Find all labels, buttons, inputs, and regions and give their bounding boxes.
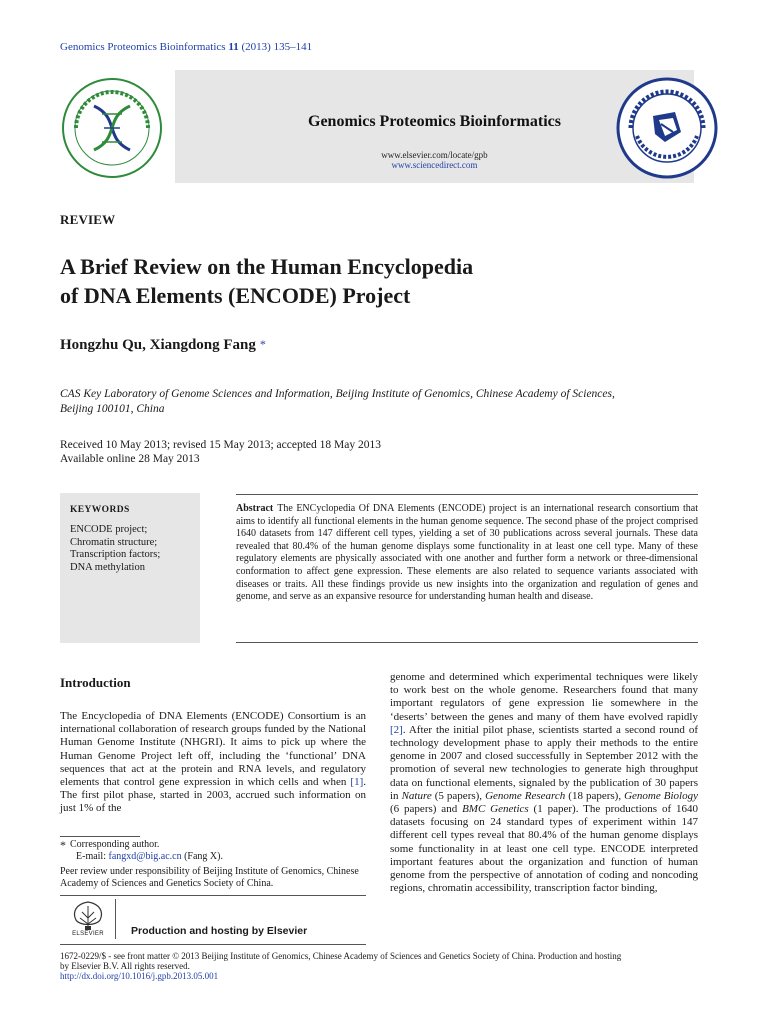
society-logo-left [60, 76, 164, 180]
elsevier-production-text: Production and hosting by Elsevier [131, 925, 308, 937]
body-column-left: The Encyclopedia of DNA Elements (ENCODE) Consortium is an international collaboration of research groups funded by the National Human Genome Institute (NHGRI). It aims to pick up where the Human Genome Project left off, including the ‘functional’ DNA sequences that act at the protein and RNA levels, and regulatory elements that control gene expression in which cells and when [1]. The first pilot phase, started in 2003, accrued such information on just 1% of the [60, 710, 366, 815]
abstract-label: Abstract [236, 503, 274, 514]
body-column-right: genome and determined which experimental techniques were likely to work best on the whole genome. Researchers found that many important regulators of gene expression lie somewhere in the ‘deserts’ between the genes and many of them have evolved rapidly [2]. After the initial pilot phase, scientists started a second round of technology development phase to apply their methods to the entire genome in 2007 and closed successfully in September 2012 with the promotion of several new technologies to generate high throughput data on functional elements, signaled by the publication of 30 papers in Nature (5 papers), Genome Research (18 papers), Genome Biology (6 papers) and BMC Genetics (1 paper). The productions of 1640 datasets focusing on 24 standard types of experiment within 147 different cell types reveal that 80.4% of the human genome displays some functionality in at least one cell type. ENCODE interpreted important features about the organization and function of human genome from the perspective of annotation of coding and noncoding regions, chromatin accessibility, transcription factor binding, [390, 671, 698, 895]
article-title: A Brief Review on the Human Encyclopedia of DNA Elements (ENCODE) Project [60, 254, 474, 308]
society-logo-right [615, 76, 719, 180]
masthead-journal-title: Genomics Proteomics Bioinformatics [308, 113, 561, 130]
reference-link-2[interactable]: [2] [390, 723, 403, 736]
email-link[interactable]: fangxd@big.ac.cn [108, 851, 182, 862]
keyword-item: DNA methylation [70, 561, 145, 573]
journal-citation[interactable]: Genomics Proteomics Bioinformatics 11 (2013) 135–141 [60, 41, 313, 53]
corresponding-author-mark[interactable]: * [259, 337, 266, 351]
masthead-url-elsevier[interactable]: www.elsevier.com/locate/gpb [381, 150, 488, 160]
elsevier-logo-text: ELSEVIER [72, 931, 104, 937]
keyword-item: ENCODE project; [70, 524, 148, 535]
section-heading-introduction: Introduction [60, 675, 131, 690]
article-type: REVIEW [60, 212, 116, 227]
article-history: Received 10 May 2013; revised 15 May 2013; accepted 18 May 2013 Available online 28 May 2013 [60, 439, 381, 465]
masthead-url-sciencedirect[interactable]: www.sciencedirect.com [391, 160, 478, 170]
reference-link-1[interactable]: [1] [350, 776, 364, 789]
peer-review-note: Peer review under responsibility of Beijing Institute of Genomics, Chinese Academy of Sciences and Genetics Society of China. [60, 866, 359, 889]
keyword-item: Transcription factors; [70, 549, 161, 560]
abstract [236, 503, 698, 604]
footnote-rule [60, 836, 140, 837]
keyword-item: Chromatin structure; [70, 536, 158, 548]
keywords-heading: KEYWORDS [70, 505, 130, 515]
copyright-note: 1672-0229/$ - see front matter © 2013 Beijing Institute of Genomics, Chinese Academy of Sciences and Genetics Society of China. Production and hosting by Elsevier B.V. All rights reserved. http://dx.doi.org/10.1016/j.gpb.2013.05.001 [60, 951, 708, 982]
abstract-text: The ENCyclopedia Of DNA Elements (ENCODE) project is an international research consortium that aims to identify all functional elements in the human genome sequence. The second phase of the project comprised 1640 datasets from 147 different cell types, yielding a set of 30 publications across several journals. These data revealed that 80.4% of the human genome displays some functionality in at least one cell type. Many of these regulatory elements are physically associated with one another and further form a network or three-dimensional conformation to affect gene expression. These elements are also related to sequence variants associated with diseases or traits. All these findings provide us new insights into the organization and regulation of genes and genome, and serve as an expansive resource for understanding human health and disease. [236, 503, 698, 603]
abstract-rule-top [236, 494, 698, 495]
author-list: Hongzhu Qu, Xiangdong Fang * [60, 337, 266, 353]
corresponding-author-footnote: * Corresponding author. E-mail: fangxd@big.ac.cn (Fang X). [60, 838, 223, 862]
keywords-list [70, 524, 160, 574]
abstract-rule-bottom [236, 642, 698, 643]
doi-link[interactable]: http://dx.doi.org/10.1016/j.gpb.2013.05.001 [60, 971, 219, 982]
elsevier-separator [115, 899, 116, 939]
author-affiliation: CAS Key Laboratory of Genome Sciences and Information, Beijing Institute of Genomics, Chinese Academy of Sciences, Beijing 100101, China [60, 388, 615, 415]
